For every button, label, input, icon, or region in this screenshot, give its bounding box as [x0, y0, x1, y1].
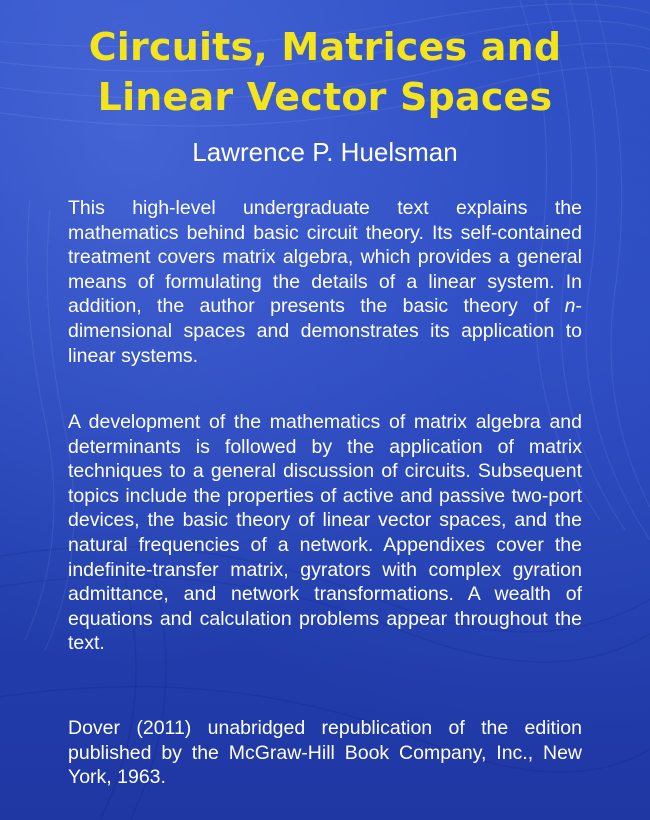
paragraph-1-text-a: This high-level undergraduate text explains the mathematics behind basic circuit theory. Its self-contained treatment covers matrix algebra, which provides a general means of formulating the details of a linear system. In addition, the author presents the basic theory of — [68, 197, 582, 318]
paragraph-1-italic-n: n — [564, 295, 576, 318]
description-paragraph-2: A development of the mathematics of matrix algebra and determinants is followed by the application of matrix techniques to a general discussion of circuits. Subsequent topics include the properties of active and passive two-port devices, the basic theory of linear vector spaces, and the natural frequencies of a network. Appendixes cover the indefinite-transfer matrix, gyrators with complex gyration admittance, and network transformations. A wealth of equations and calculation problems appear throughout the text. — [68, 411, 582, 655]
paragraph-1-text-b: -dimensional spaces and demonstrates its application to linear systems. — [68, 295, 582, 367]
author-name: Lawrence P. Huelsman — [192, 137, 458, 167]
book-title-line-2: Linear Vector Spaces — [97, 75, 553, 119]
book-title-line-1: Circuits, Matrices and — [88, 25, 562, 69]
description-paragraph-1 — [68, 196, 582, 368]
book-title — [0, 22, 650, 122]
publication-note: Dover (2011) unabridged republication of the edition published by the McGraw-Hill Book Company, Inc., New York, 1963. — [68, 717, 582, 789]
